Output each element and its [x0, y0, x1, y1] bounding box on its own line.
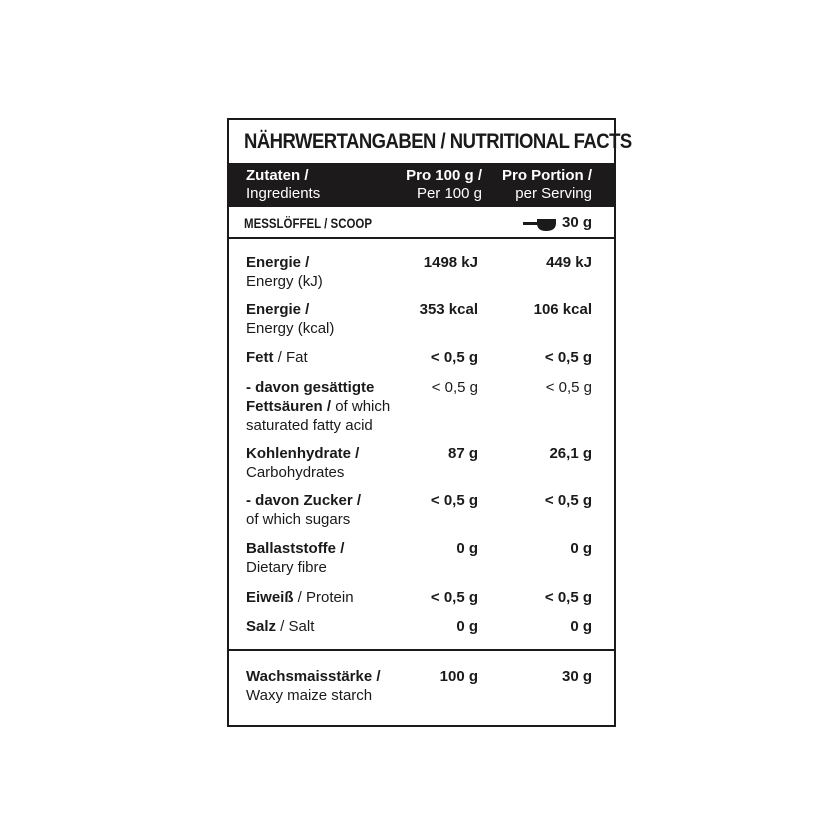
carbs-per100: 87 g — [447, 445, 478, 462]
protein-portion: < 0,5 g — [544, 589, 592, 606]
starch-name-de: Wachsmaisstärke / — [246, 668, 381, 685]
fat-per100: < 0,5 g — [430, 349, 478, 366]
header-portion-en: per Serving — [515, 185, 592, 202]
header-per-100g — [406, 167, 482, 203]
saturated-name-en2: saturated fatty acid — [246, 417, 373, 434]
saturated-name-de2: Fettsäuren / — [246, 398, 332, 415]
saturated-name-en1: of which — [331, 398, 391, 415]
fibre-portion: 0 g — [570, 540, 592, 557]
salt-portion: 0 g — [570, 618, 592, 635]
sugars-per100: < 0,5 g — [430, 492, 478, 509]
table-header — [229, 163, 614, 207]
header-per-portion — [502, 167, 592, 203]
scoop-label: MESSLÖFFEL / SCOOP — [244, 215, 372, 231]
header-ingredients — [246, 167, 320, 203]
panel-title: NÄHRWERTANGABEN / NUTRITIONAL FACTS — [244, 128, 632, 153]
header-per100-de: Pro 100 g / — [406, 167, 482, 184]
energy-kcal-portion: 106 kcal — [533, 301, 592, 318]
carbs-name-en: Carbohydrates — [246, 464, 345, 481]
starch-per100: 100 g — [439, 668, 478, 685]
fibre-name-de: Ballaststoffe / — [246, 540, 345, 557]
fat-name-de: Fett — [246, 349, 274, 366]
nutrition-facts-panel — [227, 118, 632, 727]
sugars-name-en: of which sugars — [246, 511, 351, 528]
salt-name-de: Salz — [246, 618, 277, 635]
salt-name-en: / Salt — [276, 618, 315, 635]
section-divider — [229, 649, 614, 651]
saturated-portion: < 0,5 g — [545, 379, 592, 396]
header-ingredients-de: Zutaten / — [246, 167, 309, 184]
fibre-name-en: Dietary fibre — [246, 559, 327, 576]
protein-name-de: Eiweiß — [246, 589, 294, 606]
header-per100-en: Per 100 g — [416, 185, 482, 202]
energy-kj-per100: 1498 kJ — [423, 254, 478, 271]
saturated-per100: < 0,5 g — [431, 379, 478, 396]
fat-name-en: / Fat — [273, 349, 308, 366]
protein-name-en: / Protein — [293, 589, 354, 606]
energy-kj-name-de: Energie / — [246, 254, 310, 271]
carbs-name-de: Kohlenhydrate / — [246, 445, 360, 462]
header-portion-de: Pro Portion / — [502, 167, 592, 184]
salt-per100: 0 g — [456, 618, 478, 635]
saturated-name-de1: - davon gesättigte — [246, 379, 375, 396]
sugars-name-de: - davon Zucker / — [246, 492, 362, 509]
scoop-icon — [523, 216, 557, 232]
energy-kj-portion: 449 kJ — [546, 254, 592, 271]
scoop-row — [229, 208, 614, 239]
energy-kcal-name-de: Energie / — [246, 301, 310, 318]
scoop-value: 30 g — [561, 214, 592, 231]
fat-portion: < 0,5 g — [544, 349, 592, 366]
starch-portion: 30 g — [561, 668, 592, 685]
energy-kcal-name-en: Energy (kcal) — [246, 320, 335, 337]
carbs-portion: 26,1 g — [549, 445, 592, 462]
header-ingredients-en: Ingredients — [246, 185, 321, 202]
sugars-portion: < 0,5 g — [544, 492, 592, 509]
starch-name-en: Waxy maize starch — [246, 687, 373, 704]
protein-per100: < 0,5 g — [430, 589, 478, 606]
fibre-per100: 0 g — [456, 540, 478, 557]
energy-kj-name-en: Energy (kJ) — [246, 273, 323, 290]
energy-kcal-per100: 353 kcal — [419, 301, 478, 318]
